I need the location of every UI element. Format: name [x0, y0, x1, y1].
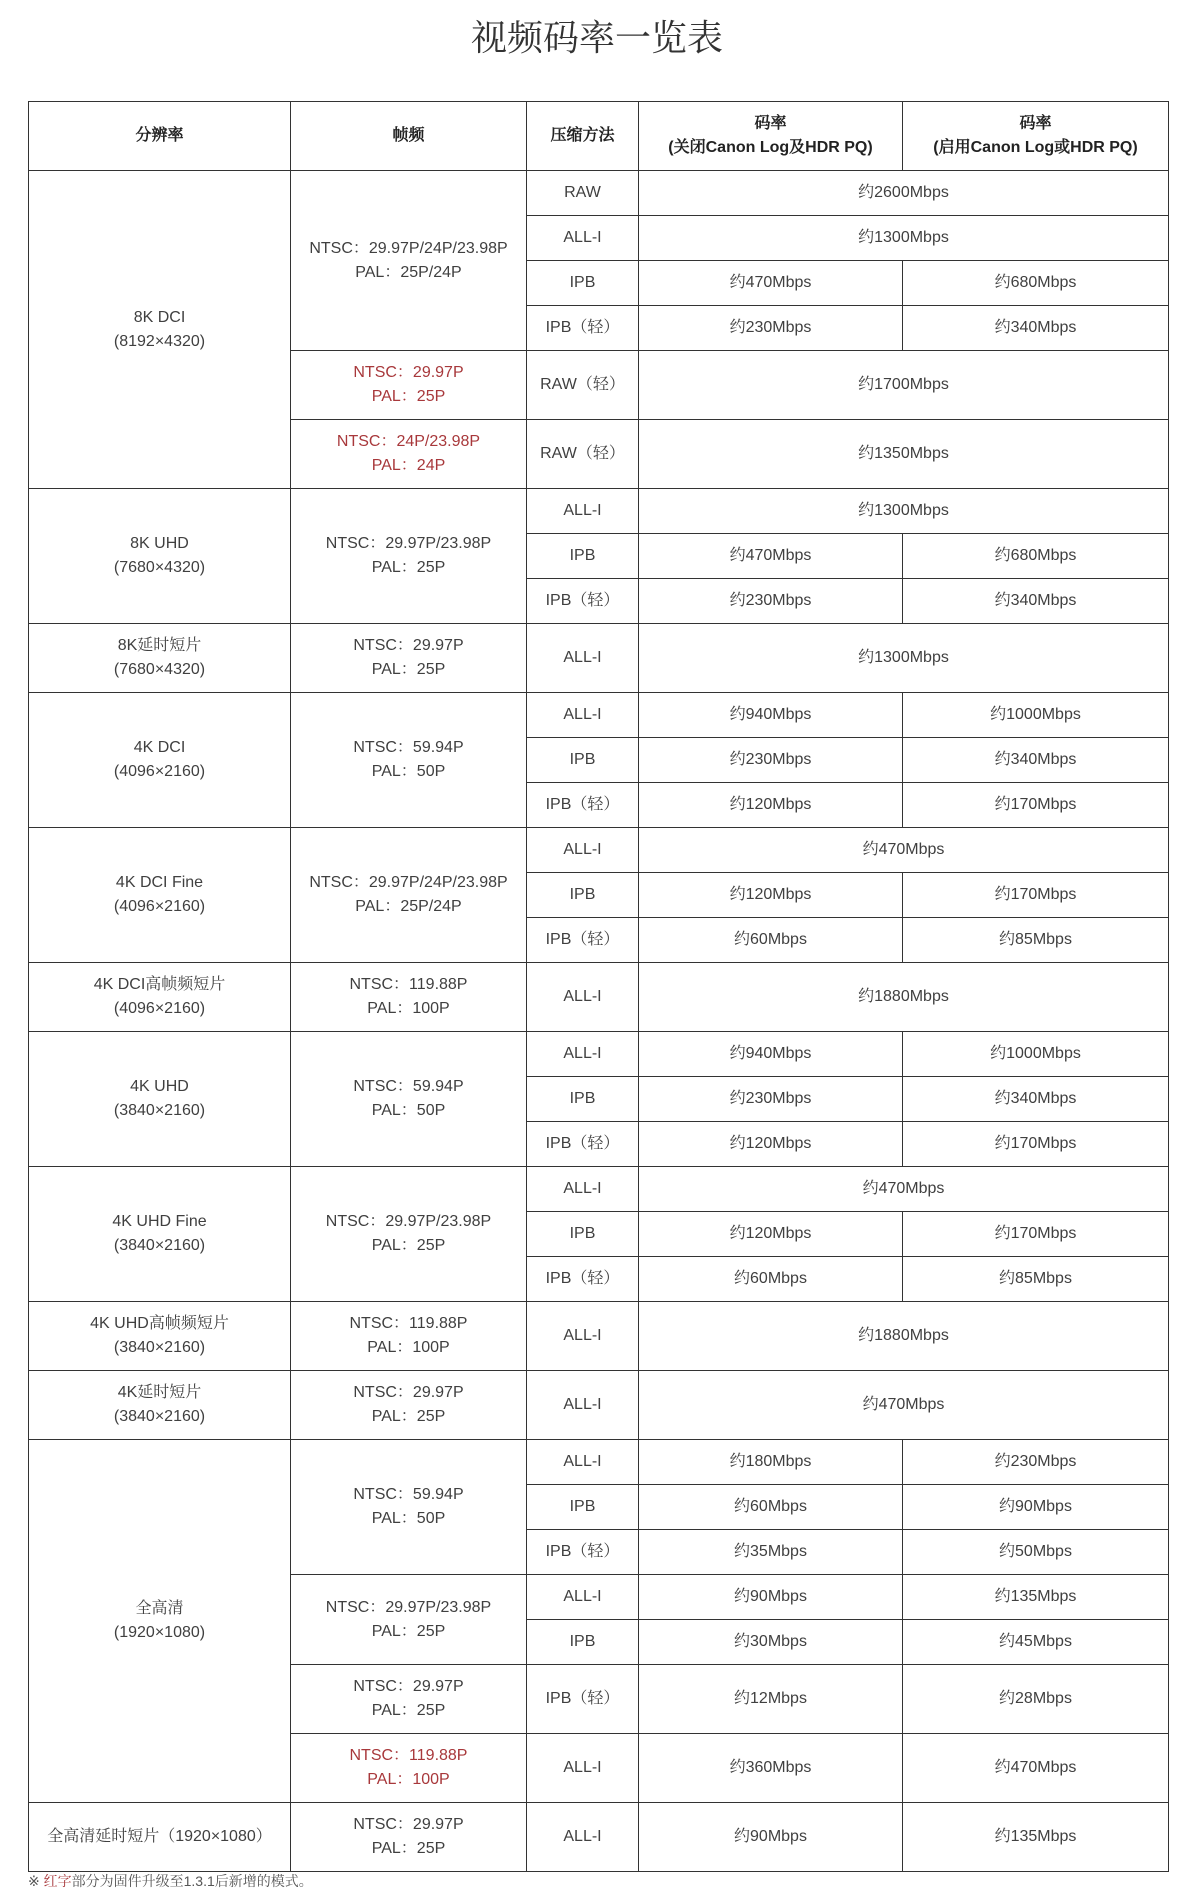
header-bitrate-label: 码率 — [754, 115, 787, 132]
compression-cell: IPB（轻） — [527, 306, 639, 351]
resolution-cell — [29, 1371, 291, 1440]
bitrate-log-on-cell: 约470Mbps — [903, 1734, 1169, 1803]
compression-cell: IPB — [527, 873, 639, 918]
frame-rate-cell — [291, 693, 527, 828]
bitrate-log-off-cell: 约470Mbps — [639, 261, 903, 306]
frame-rate-pal: PAL：25P — [371, 1408, 446, 1425]
bitrate-log-on-cell: 约340Mbps — [903, 306, 1169, 351]
resolution-cell — [29, 1167, 291, 1302]
bitrate-log-on-cell: 约230Mbps — [903, 1440, 1169, 1485]
bitrate-table — [28, 101, 1169, 1872]
frame-rate-ntsc: NTSC：24P/23.98P — [336, 433, 481, 450]
resolution-size: (3840×2160) — [113, 1408, 206, 1425]
resolution-name: 4K UHD Fine — [112, 1213, 207, 1230]
frame-rate-ntsc: NTSC：59.94P — [353, 1078, 464, 1095]
table-row — [29, 1371, 1169, 1440]
resolution-size: (7680×4320) — [113, 559, 206, 576]
resolution-name: 4K UHD高帧频短片 — [90, 1315, 229, 1332]
bitrate-cell: 约1300Mbps — [639, 624, 1169, 693]
table-row — [29, 171, 1169, 216]
bitrate-log-off-cell: 约120Mbps — [639, 783, 903, 828]
resolution-cell — [29, 828, 291, 963]
frame-rate-pal: PAL：24P — [371, 457, 446, 474]
frame-rate-cell — [291, 963, 527, 1032]
header-bitrate-condition: (启用Canon Log或HDR PQ) — [933, 139, 1138, 156]
frame-rate-cell — [291, 171, 527, 351]
resolution-cell — [29, 1440, 291, 1803]
bitrate-log-off-cell: 约120Mbps — [639, 1212, 903, 1257]
compression-cell: IPB — [527, 261, 639, 306]
resolution-name: 4K DCI高帧频短片 — [93, 976, 226, 993]
resolution-cell — [29, 693, 291, 828]
compression-cell: ALL-I — [527, 1167, 639, 1212]
header-row — [29, 102, 1169, 171]
header-bitrate-log-off — [639, 102, 903, 171]
frame-rate-cell — [291, 1575, 527, 1665]
resolution-size: (4096×2160) — [113, 1000, 206, 1017]
frame-rate-pal: PAL：25P — [371, 661, 446, 678]
compression-cell: IPB — [527, 1077, 639, 1122]
frame-rate-pal: PAL：100P — [367, 1339, 450, 1356]
compression-cell: RAW（轻） — [527, 351, 639, 420]
compression-cell: IPB（轻） — [527, 783, 639, 828]
compression-cell: IPB（轻） — [527, 1122, 639, 1167]
bitrate-log-on-cell: 约135Mbps — [903, 1575, 1169, 1620]
bitrate-cell: 约470Mbps — [639, 1371, 1169, 1440]
bitrate-log-off-cell: 约35Mbps — [639, 1530, 903, 1575]
bitrate-log-on-cell: 约340Mbps — [903, 1077, 1169, 1122]
compression-cell: ALL-I — [527, 963, 639, 1032]
bitrate-log-on-cell: 约170Mbps — [903, 1122, 1169, 1167]
resolution-size: (3840×2160) — [113, 1237, 206, 1254]
compression-cell: ALL-I — [527, 1803, 639, 1872]
resolution-cell — [29, 624, 291, 693]
footnote-text: 部分为固件升级至1.3.1后新增的模式。 — [71, 1873, 313, 1889]
compression-cell: ALL-I — [527, 1575, 639, 1620]
resolution-cell — [29, 1032, 291, 1167]
bitrate-log-on-cell: 约340Mbps — [903, 738, 1169, 783]
frame-rate-pal: PAL：25P — [371, 559, 446, 576]
resolution-name: 4K延时短片 — [117, 1384, 202, 1401]
bitrate-log-on-cell: 约45Mbps — [903, 1620, 1169, 1665]
bitrate-log-off-cell: 约90Mbps — [639, 1803, 903, 1872]
bitrate-log-off-cell: 约470Mbps — [639, 534, 903, 579]
resolution-cell — [29, 963, 291, 1032]
compression-cell: IPB（轻） — [527, 1530, 639, 1575]
bitrate-cell: 约470Mbps — [639, 828, 1169, 873]
table-row — [29, 693, 1169, 738]
frame-rate-pal: PAL：25P — [371, 1702, 446, 1719]
frame-rate-cell — [291, 1167, 527, 1302]
resolution-size: (4096×2160) — [113, 898, 206, 915]
frame-rate-cell — [291, 489, 527, 624]
resolution-size: (7680×4320) — [113, 661, 206, 678]
header-bitrate-condition: (关闭Canon Log及HDR PQ) — [668, 139, 873, 156]
frame-rate-pal: PAL：25P — [371, 388, 446, 405]
frame-rate-cell — [291, 1734, 527, 1803]
bitrate-cell: 约1350Mbps — [639, 420, 1169, 489]
bitrate-cell: 约470Mbps — [639, 1167, 1169, 1212]
bitrate-log-off-cell: 约230Mbps — [639, 306, 903, 351]
frame-rate-pal: PAL：25P — [371, 1840, 446, 1857]
frame-rate-ntsc: NTSC：29.97P — [353, 1384, 464, 1401]
bitrate-log-off-cell: 约940Mbps — [639, 693, 903, 738]
compression-cell: IPB — [527, 1620, 639, 1665]
resolution-cell — [29, 171, 291, 489]
resolution-name: 4K UHD — [130, 1078, 189, 1095]
compression-cell: RAW — [527, 171, 639, 216]
header-compression: 压缩方法 — [527, 102, 639, 171]
bitrate-log-on-cell: 约28Mbps — [903, 1665, 1169, 1734]
resolution-name: 全高清延时短片（1920×1080） — [47, 1828, 272, 1845]
bitrate-log-off-cell: 约90Mbps — [639, 1575, 903, 1620]
header-bitrate-log-on — [903, 102, 1169, 171]
frame-rate-pal: PAL：50P — [371, 763, 446, 780]
bitrate-log-on-cell: 约1000Mbps — [903, 693, 1169, 738]
frame-rate-ntsc: NTSC：119.88P — [349, 976, 468, 993]
frame-rate-cell — [291, 828, 527, 963]
header-resolution: 分辨率 — [29, 102, 291, 171]
header-frame-rate: 帧频 — [291, 102, 527, 171]
bitrate-log-on-cell: 约170Mbps — [903, 873, 1169, 918]
bitrate-log-off-cell: 约30Mbps — [639, 1620, 903, 1665]
resolution-size: (3840×2160) — [113, 1339, 206, 1356]
resolution-cell — [29, 1302, 291, 1371]
compression-cell: IPB（轻） — [527, 1665, 639, 1734]
frame-rate-pal: PAL：25P — [371, 1237, 446, 1254]
bitrate-log-on-cell: 约50Mbps — [903, 1530, 1169, 1575]
frame-rate-ntsc: NTSC：29.97P — [353, 1816, 464, 1833]
resolution-cell — [29, 489, 291, 624]
bitrate-log-off-cell: 约12Mbps — [639, 1665, 903, 1734]
frame-rate-ntsc: NTSC：29.97P/23.98P — [325, 1598, 492, 1616]
table-row — [29, 1803, 1169, 1872]
compression-cell: IPB — [527, 738, 639, 783]
compression-cell: ALL-I — [527, 216, 639, 261]
frame-rate-cell — [291, 1302, 527, 1371]
resolution-size: (1920×1080) — [113, 1624, 206, 1641]
compression-cell: ALL-I — [527, 828, 639, 873]
bitrate-cell: 约1700Mbps — [639, 351, 1169, 420]
bitrate-cell: 约1880Mbps — [639, 1302, 1169, 1371]
bitrate-log-off-cell: 约360Mbps — [639, 1734, 903, 1803]
table-row — [29, 624, 1169, 693]
frame-rate-cell — [291, 1440, 527, 1575]
table-row — [29, 828, 1169, 873]
bitrate-log-off-cell: 约120Mbps — [639, 873, 903, 918]
bitrate-log-on-cell: 约1000Mbps — [903, 1032, 1169, 1077]
footnote — [28, 1871, 313, 1891]
resolution-size: (8192×4320) — [113, 332, 206, 350]
frame-rate-cell — [291, 1032, 527, 1167]
bitrate-log-off-cell: 约230Mbps — [639, 738, 903, 783]
frame-rate-pal: PAL：25P/24P — [355, 898, 462, 915]
bitrate-log-off-cell: 约940Mbps — [639, 1032, 903, 1077]
compression-cell: ALL-I — [527, 624, 639, 693]
frame-rate-ntsc: NTSC：59.94P — [353, 1486, 464, 1503]
frame-rate-cell — [291, 1371, 527, 1440]
resolution-name: 4K DCI — [133, 739, 186, 756]
resolution-name: 8K延时短片 — [117, 637, 202, 654]
bitrate-log-off-cell: 约120Mbps — [639, 1122, 903, 1167]
resolution-cell — [29, 1803, 291, 1872]
frame-rate-ntsc: NTSC：29.97P/24P/23.98P — [309, 874, 508, 891]
compression-cell: IPB（轻） — [527, 918, 639, 963]
bitrate-log-on-cell: 约85Mbps — [903, 918, 1169, 963]
resolution-name: 全高清 — [135, 1600, 184, 1617]
bitrate-log-off-cell: 约60Mbps — [639, 1485, 903, 1530]
compression-cell: ALL-I — [527, 1371, 639, 1440]
frame-rate-pal: PAL：25P — [371, 1622, 446, 1640]
frame-rate-ntsc: NTSC：119.88P — [349, 1747, 468, 1764]
compression-cell: ALL-I — [527, 1032, 639, 1077]
bitrate-log-off-cell: 约230Mbps — [639, 579, 903, 624]
bitrate-cell: 约2600Mbps — [639, 171, 1169, 216]
frame-rate-cell — [291, 624, 527, 693]
bitrate-log-on-cell: 约340Mbps — [903, 579, 1169, 624]
bitrate-log-on-cell: 约680Mbps — [903, 534, 1169, 579]
table-row — [29, 963, 1169, 1032]
frame-rate-ntsc: NTSC：29.97P — [353, 364, 464, 381]
frame-rate-ntsc: NTSC：29.97P/23.98P — [325, 535, 492, 552]
resolution-size: (3840×2160) — [113, 1102, 206, 1119]
compression-cell: IPB（轻） — [527, 579, 639, 624]
frame-rate-pal: PAL：100P — [367, 1000, 450, 1017]
bitrate-log-on-cell: 约680Mbps — [903, 261, 1169, 306]
bitrate-log-on-cell: 约170Mbps — [903, 1212, 1169, 1257]
table-row — [29, 1302, 1169, 1371]
table-row — [29, 1032, 1169, 1077]
frame-rate-pal: PAL：50P — [371, 1102, 446, 1119]
compression-cell: ALL-I — [527, 489, 639, 534]
compression-cell: ALL-I — [527, 693, 639, 738]
bitrate-cell: 约1300Mbps — [639, 216, 1169, 261]
frame-rate-ntsc: NTSC：29.97P/24P/23.98P — [309, 239, 508, 257]
resolution-size: (4096×2160) — [113, 763, 206, 780]
resolution-name: 8K DCI — [133, 308, 186, 326]
bitrate-log-off-cell: 约60Mbps — [639, 918, 903, 963]
table-row — [29, 1440, 1169, 1485]
bitrate-log-on-cell: 约85Mbps — [903, 1257, 1169, 1302]
compression-cell: ALL-I — [527, 1302, 639, 1371]
bitrate-log-off-cell: 约230Mbps — [639, 1077, 903, 1122]
resolution-name: 4K DCI Fine — [115, 874, 204, 891]
compression-cell: IPB（轻） — [527, 1257, 639, 1302]
frame-rate-pal: PAL：25P/24P — [355, 263, 462, 281]
header-bitrate-label: 码率 — [1019, 115, 1052, 132]
frame-rate-ntsc: NTSC：29.97P/23.98P — [325, 1213, 492, 1230]
bitrate-cell: 约1880Mbps — [639, 963, 1169, 1032]
frame-rate-cell — [291, 351, 527, 420]
compression-cell: RAW（轻） — [527, 420, 639, 489]
bitrate-log-on-cell: 约90Mbps — [903, 1485, 1169, 1530]
frame-rate-ntsc: NTSC：29.97P — [353, 637, 464, 654]
frame-rate-ntsc: NTSC：119.88P — [349, 1315, 468, 1332]
page-title: 视频码率一览表 — [470, 17, 723, 58]
compression-cell: IPB — [527, 1212, 639, 1257]
bitrate-log-off-cell: 约180Mbps — [639, 1440, 903, 1485]
frame-rate-pal: PAL：50P — [371, 1510, 446, 1527]
table-row — [29, 489, 1169, 534]
compression-cell: IPB — [527, 534, 639, 579]
compression-cell: IPB — [527, 1485, 639, 1530]
bitrate-log-off-cell: 约60Mbps — [639, 1257, 903, 1302]
bitrate-cell: 约1300Mbps — [639, 489, 1169, 534]
frame-rate-cell — [291, 420, 527, 489]
table-row — [29, 1167, 1169, 1212]
footnote-mark: ※ — [28, 1873, 44, 1889]
frame-rate-cell — [291, 1665, 527, 1734]
compression-cell: ALL-I — [527, 1734, 639, 1803]
resolution-name: 8K UHD — [130, 535, 189, 552]
bitrate-log-on-cell: 约135Mbps — [903, 1803, 1169, 1872]
frame-rate-ntsc: NTSC：29.97P — [353, 1678, 464, 1695]
bitrate-log-on-cell: 约170Mbps — [903, 783, 1169, 828]
frame-rate-pal: PAL：100P — [367, 1771, 450, 1788]
frame-rate-ntsc: NTSC：59.94P — [353, 739, 464, 756]
compression-cell: ALL-I — [527, 1440, 639, 1485]
footnote-highlight: 红字 — [43, 1873, 72, 1889]
frame-rate-cell — [291, 1803, 527, 1872]
